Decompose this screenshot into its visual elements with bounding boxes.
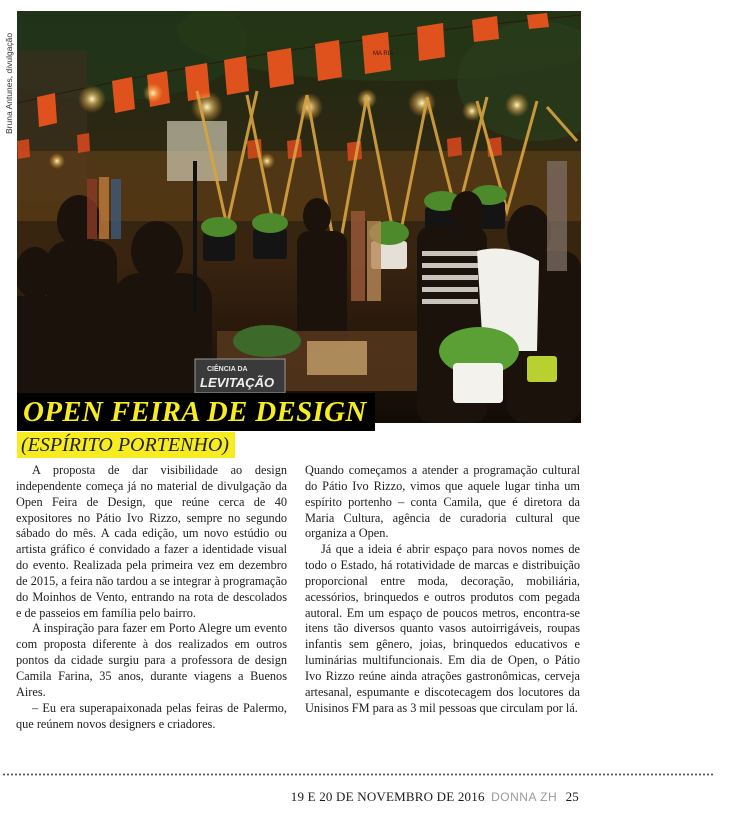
dotted-divider xyxy=(2,773,714,776)
night-market-illustration xyxy=(17,11,581,423)
issue-date: 19 E 20 DE NOVEMBRO DE 2016 xyxy=(290,789,485,804)
flag-text: MA RIA xyxy=(373,51,394,57)
paragraph: A inspiração para fazer em Porto Alegre um evento com proposta diferente à dos realizados em outros pontos da cidade surgiu para a professora de design Camila Farina, 35 anos, durante viagens a Buenos Aires. xyxy=(16,621,287,699)
article-column-1 xyxy=(16,463,287,732)
paragraph: Já que a ideia é abrir espaço para novos nomes de todo o Estado, há rotatividade de marcas e distribuição proporcional entre moda, decoração, mobiliária, acessórios, brinquedos e outros produtos com pegada autoral. Em um espaço de poucos metros, encontra-se itens tão diversos quanto vasos autoirrigáveis, roupas infantis sem gênero, joias, brinquedos educativos e luminárias multifuncionais. Em dia de Open, o Pátio Ivo Rizzo reúne ainda atrações gastronômicas, cerveja artesanal, espumante e discotecagem dos locutores da Unisinos FM para as 3 mil pessoas que circulam por lá. xyxy=(305,542,580,715)
paragraph: – Eu era superapaixonada pelas feiras de Palermo, que reúnem novos designers e criadores. xyxy=(16,700,287,731)
levitacao-sign xyxy=(195,359,285,393)
market-photo xyxy=(17,11,581,423)
magazine-name: DONNA ZH xyxy=(491,790,558,804)
article-subtitle: (ESPÍRITO PORTENHO) xyxy=(17,432,235,458)
photo-credit: Bruna Antunes, divulgação xyxy=(4,32,14,134)
sign-top-text: CIÊNCIA DA xyxy=(207,366,248,373)
article-title: OPEN FEIRA DE DESIGN xyxy=(17,393,375,431)
page-footer xyxy=(291,789,579,805)
page-number: 25 xyxy=(565,789,579,804)
paragraph: Quando começamos a atender a programação cultural do Pátio Ivo Rizzo, vimos que aquele lugar tinha um espírito portenho – conta Camila, que é diretora da Maria Cultura, agência de curadoria cultural que organiza a Open. xyxy=(305,463,580,541)
article-column-2 xyxy=(305,463,580,717)
sign-main-text: LEVITAÇÃO xyxy=(200,375,275,390)
paragraph: A proposta de dar visibilidade ao design independente começa já no material de divulgação da Open Feira de Design, que reúne cerca de 40 expositores no Pátio Ivo Rizzo, sempre no segundo sábado do mês. A cada edição, um novo estúdio ou artista gráfico é convidado a fazer a identidade visual do evento. Realizada pela primeira vez em dezembro de 2015, a feira não tardou a se integrar à programação do Moinhos de Vento, entrando na rota de descolados e de passeios em família pelo bairro. xyxy=(16,463,287,620)
